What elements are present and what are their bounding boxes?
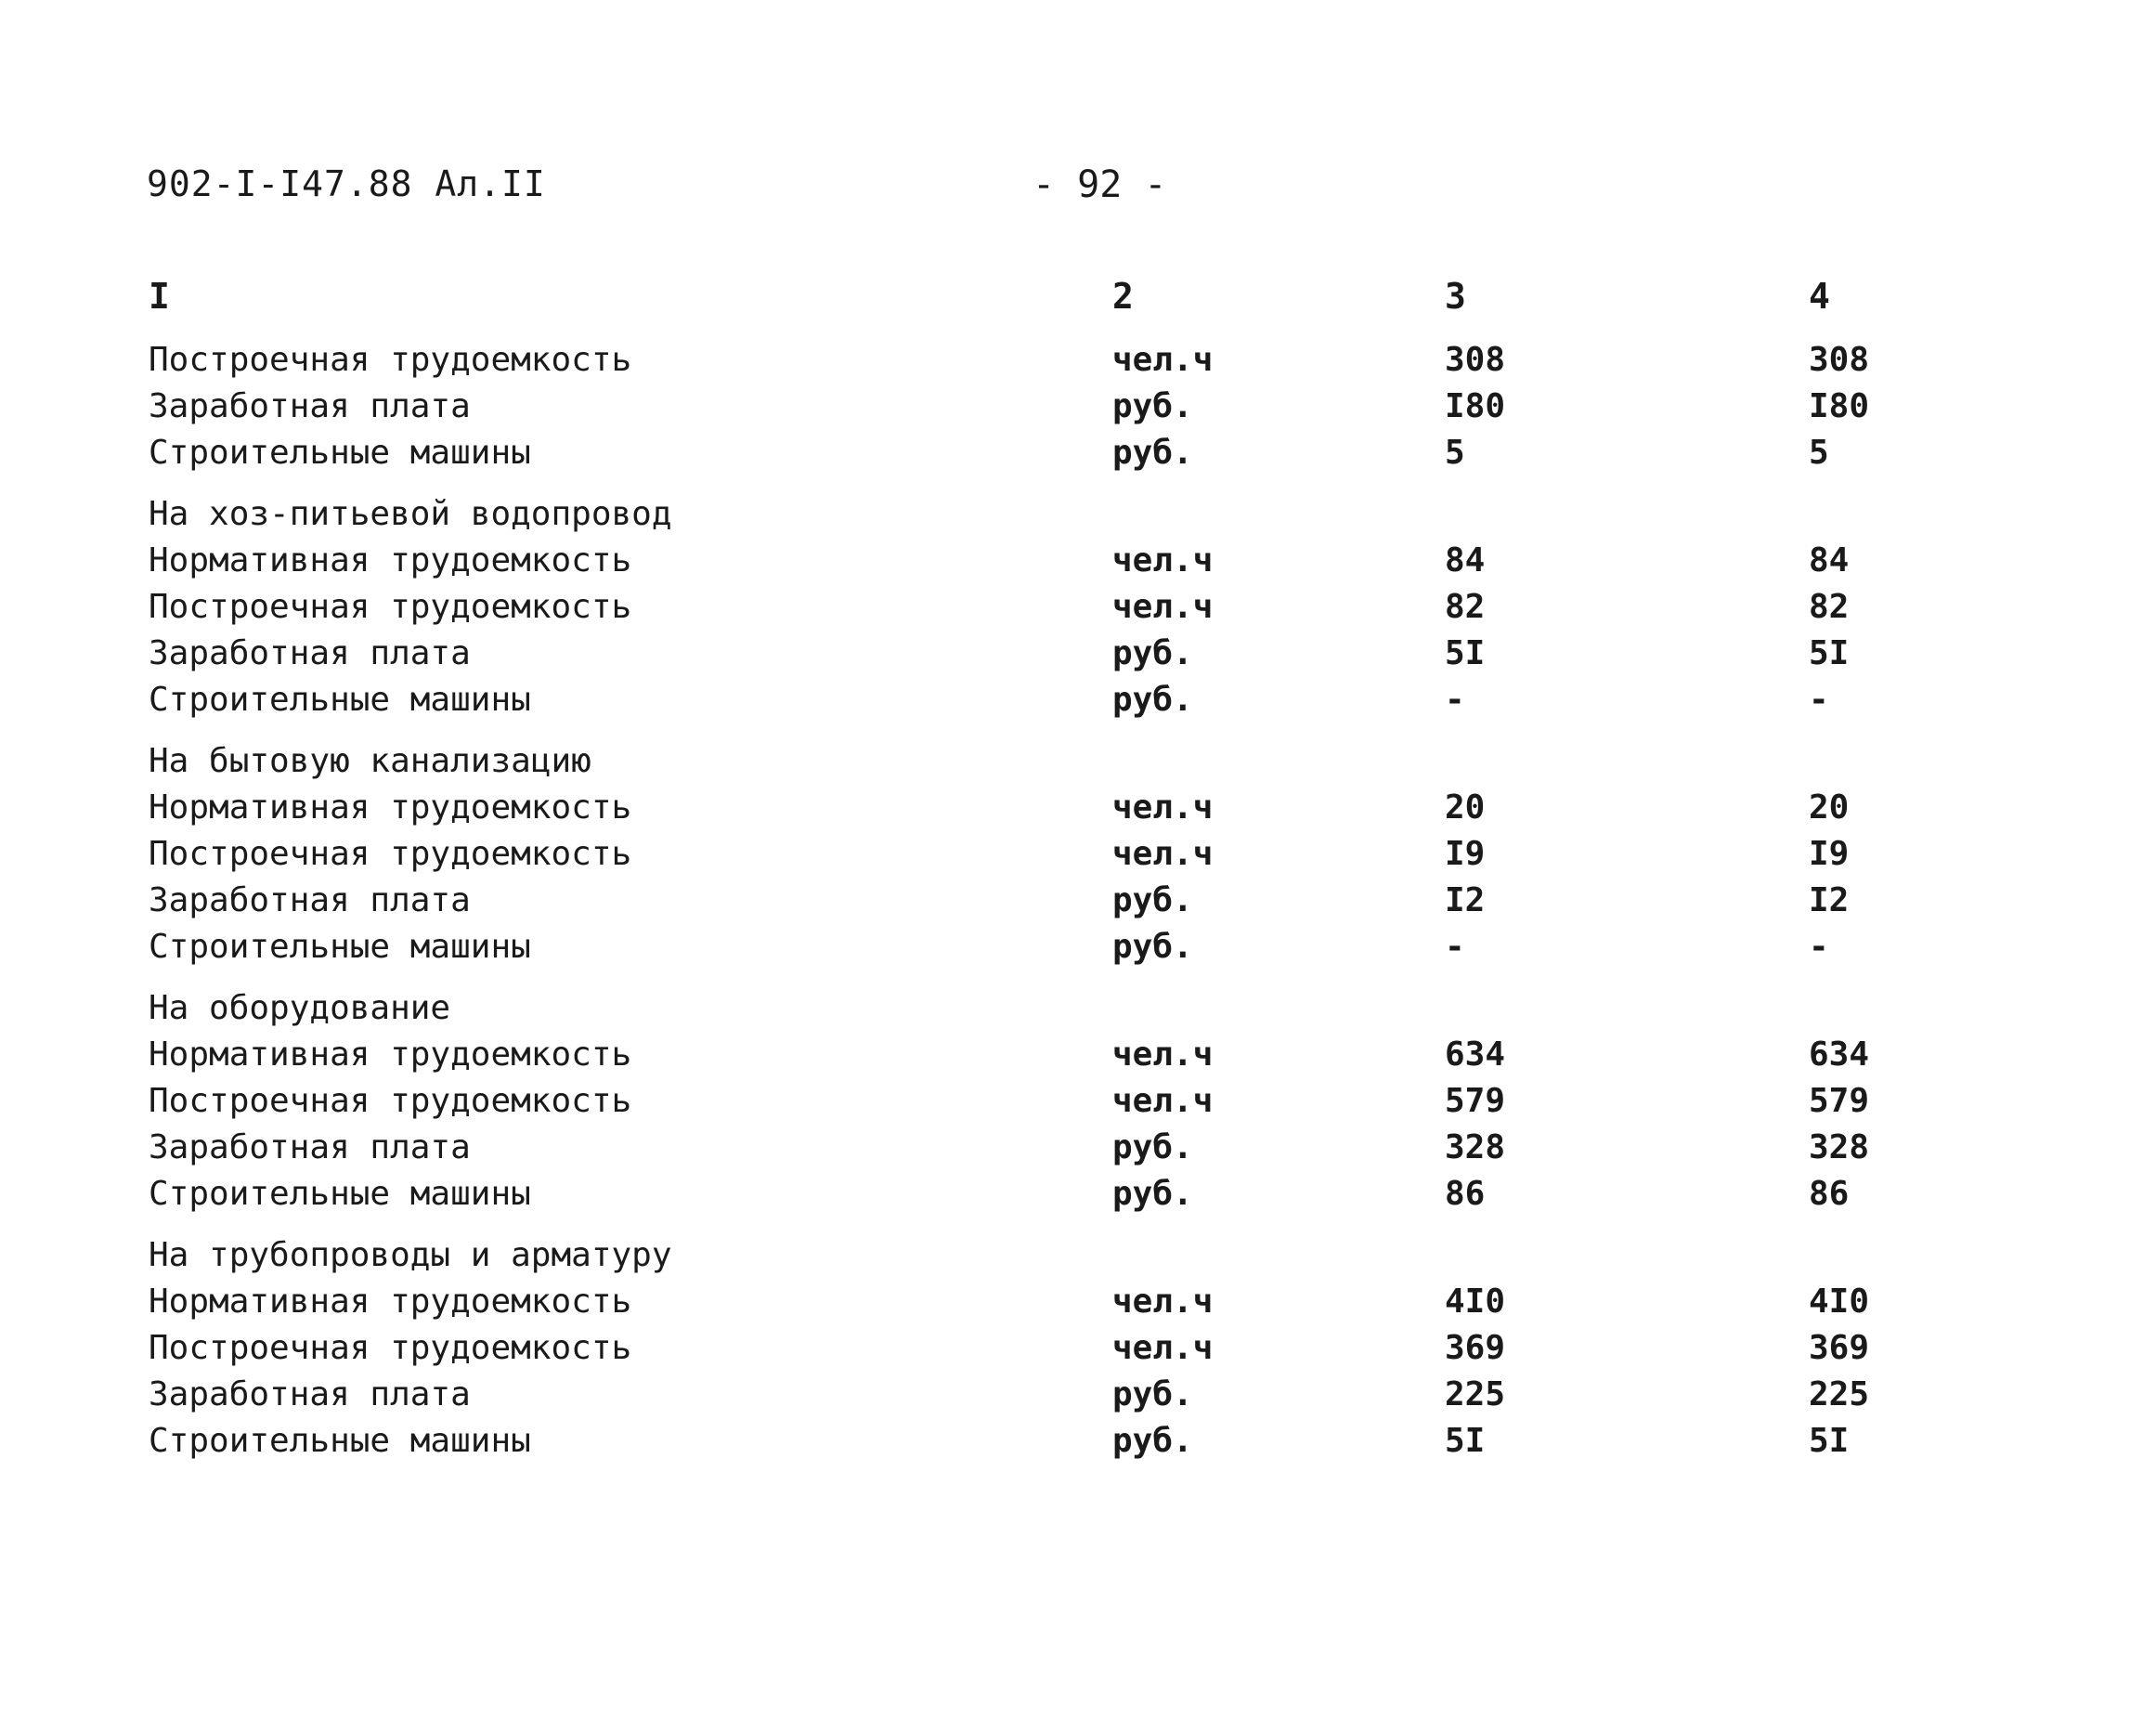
document-code: 902-I-I47.88 Ал.II (147, 163, 546, 204)
row-label: Строительные машины (149, 681, 531, 719)
row-value-col3: 369 (1445, 1329, 1506, 1367)
row-value-col4: 86 (1809, 1175, 1850, 1213)
row-value-col4: 634 (1809, 1035, 1870, 1074)
row-value-col3: I2 (1445, 881, 1486, 919)
row-value-col4: 308 (1809, 341, 1870, 379)
row-unit: руб. (1112, 1422, 1193, 1460)
row-value-col3: 4I0 (1445, 1283, 1506, 1321)
row-unit: руб. (1112, 387, 1193, 425)
row-value-col3: 308 (1445, 341, 1506, 379)
row-unit: чел.ч (1112, 1082, 1214, 1120)
row-label: Заработная плата (149, 1128, 471, 1166)
row-unit: руб. (1112, 1375, 1193, 1413)
row-value-col4: 369 (1809, 1329, 1870, 1367)
section-title: На трубопроводы и арматуру (149, 1236, 672, 1274)
row-value-col4: 4I0 (1809, 1283, 1870, 1321)
row-label: Строительные машины (149, 434, 531, 472)
row-value-col3: 86 (1445, 1175, 1486, 1213)
row-label: Заработная плата (149, 634, 471, 672)
row-value-col3: I80 (1445, 387, 1506, 425)
row-value-col4: 5I (1809, 634, 1850, 672)
row-label: Построечная трудоемкость (149, 341, 632, 379)
row-value-col3: 20 (1445, 788, 1486, 827)
row-label: Нормативная трудоемкость (149, 1283, 632, 1321)
section-title: На оборудование (149, 989, 451, 1027)
section-title: На хоз-питьевой водопровод (149, 495, 672, 533)
row-label: Построечная трудоемкость (149, 588, 632, 626)
column-header-4: 4 (1809, 276, 1830, 317)
row-value-col4: 579 (1809, 1082, 1870, 1120)
row-label: Нормативная трудоемкость (149, 1035, 632, 1074)
section-title: На бытовую канализацию (149, 742, 591, 780)
row-value-col3: 634 (1445, 1035, 1506, 1074)
row-value-col3: 5I (1445, 634, 1486, 672)
row-value-col3: - (1445, 928, 1465, 966)
row-value-col3: 579 (1445, 1082, 1506, 1120)
row-label: Строительные машины (149, 1175, 531, 1213)
row-unit: чел.ч (1112, 788, 1214, 827)
row-value-col3: 82 (1445, 588, 1486, 626)
row-unit: руб. (1112, 1175, 1193, 1213)
row-unit: руб. (1112, 881, 1193, 919)
row-value-col4: - (1809, 681, 1829, 719)
row-label: Нормативная трудоемкость (149, 788, 632, 827)
row-value-col4: 5 (1809, 434, 1829, 472)
row-unit: руб. (1112, 928, 1193, 966)
row-value-col4: - (1809, 928, 1829, 966)
row-value-col4: 20 (1809, 788, 1850, 827)
row-value-col3: 5I (1445, 1422, 1486, 1460)
row-value-col4: 328 (1809, 1128, 1870, 1166)
row-value-col4: 82 (1809, 588, 1850, 626)
column-header-3: 3 (1445, 276, 1466, 317)
row-value-col3: 328 (1445, 1128, 1506, 1166)
row-value-col4: 225 (1809, 1375, 1870, 1413)
row-value-col4: I2 (1809, 881, 1850, 919)
row-unit: руб. (1112, 434, 1193, 472)
row-value-col4: I80 (1809, 387, 1870, 425)
row-value-col3: - (1445, 681, 1465, 719)
row-value-col3: 5 (1445, 434, 1465, 472)
row-unit: руб. (1112, 1128, 1193, 1166)
row-unit: чел.ч (1112, 835, 1214, 873)
row-label: Построечная трудоемкость (149, 1329, 632, 1367)
row-label: Заработная плата (149, 387, 471, 425)
row-value-col4: I9 (1809, 835, 1850, 873)
row-value-col3: 225 (1445, 1375, 1506, 1413)
row-unit: чел.ч (1112, 541, 1214, 580)
column-header-1: I (149, 276, 170, 317)
row-label: Построечная трудоемкость (149, 1082, 632, 1120)
row-label: Строительные машины (149, 1422, 531, 1460)
row-unit: чел.ч (1112, 1035, 1214, 1074)
row-unit: руб. (1112, 634, 1193, 672)
row-unit: руб. (1112, 681, 1193, 719)
row-value-col4: 5I (1809, 1422, 1850, 1460)
row-value-col3: 84 (1445, 541, 1486, 580)
row-unit: чел.ч (1112, 1283, 1214, 1321)
row-label: Нормативная трудоемкость (149, 541, 632, 580)
row-label: Построечная трудоемкость (149, 835, 632, 873)
page-number: - 92 - (1033, 163, 1167, 206)
row-value-col4: 84 (1809, 541, 1850, 580)
row-value-col3: I9 (1445, 835, 1486, 873)
row-unit: чел.ч (1112, 341, 1214, 379)
row-unit: чел.ч (1112, 588, 1214, 626)
row-label: Заработная плата (149, 1375, 471, 1413)
row-label: Заработная плата (149, 881, 471, 919)
row-unit: чел.ч (1112, 1329, 1214, 1367)
column-header-2: 2 (1112, 276, 1134, 317)
row-label: Строительные машины (149, 928, 531, 966)
